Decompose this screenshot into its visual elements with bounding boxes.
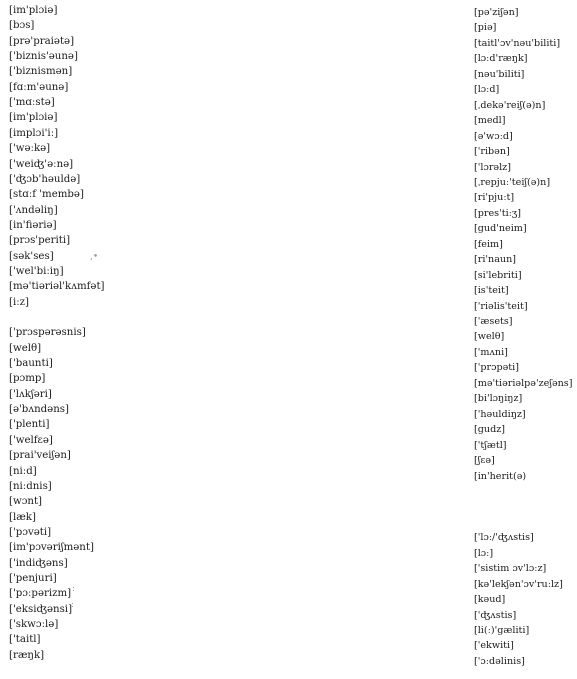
- transcription-line: ['ɔːdəlinis]: [474, 655, 525, 667]
- transcription-line: ['æsets]: [474, 316, 513, 327]
- transcription-line: ['mʌni]: [474, 346, 508, 358]
- transcription-line: [iːz]: [9, 296, 30, 308]
- transcription-line: [pres'tiːʒ]: [474, 207, 522, 219]
- transcription-line: [wɔnt]: [9, 496, 43, 508]
- transcription-line: [kə'lekʃən'ɔv'ruːlz]: [474, 578, 563, 590]
- transcription-line: ['biznismən]: [9, 66, 73, 78]
- transcription-line: [ʃεə]: [474, 455, 495, 467]
- transcription-line: ['riəlis'teit]: [474, 300, 528, 312]
- transcription-line: ['taitl]: [9, 634, 41, 646]
- transcription-line: [is'teit]: [474, 285, 509, 297]
- transcription-line: [ri'naun]: [474, 254, 517, 266]
- transcription-line: ['tʃætl]: [474, 439, 507, 451]
- transcription-line: [kəud]: [474, 594, 506, 606]
- transcription-line: [pə'ziʃən]: [474, 7, 519, 18]
- transcription-line: ['ʤʌstis]: [474, 609, 517, 621]
- transcription-line: ['penjuri]: [9, 572, 57, 584]
- transcription-line: ['wəːkə]: [9, 143, 51, 155]
- transcription-line: ['lʌkʃəri]: [9, 388, 52, 400]
- transcription-line: [nəu'biliti]: [474, 68, 525, 80]
- transcription-line: [im'plɔiə]: [9, 112, 58, 124]
- transcription-line: [sək'ses]: [9, 250, 54, 262]
- transcription-line: [welθ]: [9, 342, 42, 354]
- ink-speck: :: [71, 600, 75, 610]
- transcription-line: ['sistim ɔv'lɔːz]: [474, 563, 547, 575]
- transcription-line: ['wel'biːiŋ]: [9, 265, 64, 277]
- transcription-line: ['weiʤ'əːnə]: [9, 158, 74, 170]
- transcription-line: [læk]: [9, 511, 36, 523]
- transcription-line: [prɔs'periti]: [9, 235, 71, 247]
- transcription-line: ['skwɔːlə]: [9, 619, 59, 630]
- transcription-line: [feim]: [474, 238, 503, 250]
- transcription-line: [in'herit(ə): [474, 470, 527, 482]
- transcription-line: [niːdnis]: [9, 480, 52, 492]
- transcription-line: [prə'praiətə]: [9, 35, 75, 47]
- transcription-line: [gudz]: [474, 424, 506, 436]
- transcription-line: ['ribən]: [474, 146, 510, 158]
- transcription-line: [stɑːf 'membə]: [9, 189, 84, 201]
- transcription-line: [bi'lɔŋiŋz]: [474, 393, 523, 405]
- transcription-line: ['prɔspərəsnis]: [9, 327, 86, 339]
- transcription-line: [gud'neim]: [474, 223, 527, 235]
- transcription-line: [lɔːd]: [474, 84, 500, 96]
- transcription-line: [implɔi'iː]: [9, 127, 59, 139]
- transcription-line: ['prɔpəti]: [474, 362, 519, 374]
- transcription-line: ['həuldiŋz]: [474, 408, 526, 420]
- transcription-line: ['eksiʤənsi]: [9, 603, 73, 615]
- transcription-line: [bɔs]: [9, 20, 35, 32]
- transcription-line: [li(ː)'gæliti]: [474, 625, 530, 636]
- transcription-line: [ˌrepjuː'teiʃ(ə)n]: [474, 176, 551, 188]
- transcription-line: ['pɔːpərizm]: [9, 588, 72, 600]
- transcription-line: ['welfεə]: [9, 434, 53, 446]
- transcription-line: [mə'tiəriəl'kʌmfət]: [9, 281, 105, 293]
- ink-speck: ,•: [90, 252, 99, 262]
- transcription-line: [lɔːd'ræŋk]: [474, 53, 528, 65]
- transcription-line: [taitl'ɔv'nəu'biliti]: [474, 37, 561, 49]
- transcription-line: ['pɔvəti]: [9, 526, 52, 538]
- transcription-line: [piə]: [474, 22, 497, 34]
- transcription-line: ['ʌndəliŋ]: [9, 204, 58, 216]
- transcription-line: [prai'veiʃən]: [9, 450, 71, 462]
- transcription-line: ['baunti]: [9, 358, 53, 370]
- transcription-line: ['ekwiti]: [474, 640, 514, 652]
- transcription-line: ['mɑːstə]: [9, 97, 55, 109]
- transcription-line: ['indiʤəns]: [9, 557, 68, 569]
- transcription-line: [medl]: [474, 115, 506, 127]
- transcription-line: [ræŋk]: [9, 649, 45, 661]
- transcription-line: [im'pɔvəriʃmənt]: [9, 542, 94, 554]
- transcription-line: [im'plɔiə]: [9, 5, 58, 16]
- transcription-line: [mə'tiəriəlpə'zeʃəns]: [474, 377, 573, 389]
- transcription-line: [ə'bʌndəns]: [9, 404, 69, 416]
- transcription-line: [ˌdekə'reiʃ(ə)n]: [474, 99, 546, 111]
- transcription-line: [si'lebriti]: [474, 269, 522, 281]
- transcription-line: [in'fiəriə]: [9, 219, 57, 231]
- transcription-line: [pɔmp]: [9, 373, 46, 385]
- transcription-line: ['biznis'əunə]: [9, 51, 78, 63]
- transcription-line: [welθ]: [474, 331, 505, 343]
- transcription-line: [fɑːm'əunə]: [9, 81, 69, 93]
- transcription-line: [niːd]: [9, 465, 37, 477]
- transcription-line: [lɔː]: [474, 547, 494, 559]
- transcription-line: ['plenti]: [9, 419, 50, 431]
- ink-speck: :: [72, 584, 76, 594]
- transcription-line: ['ʤɔb'həuldə]: [9, 173, 81, 185]
- transcription-line: [ə'wɔːd]: [474, 130, 513, 142]
- transcription-line: ['lɔrəlz]: [474, 161, 511, 173]
- transcription-line: ['lɔː/'ʤʌstis]: [474, 532, 534, 544]
- transcription-line: [ri'pjuːt]: [474, 192, 515, 204]
